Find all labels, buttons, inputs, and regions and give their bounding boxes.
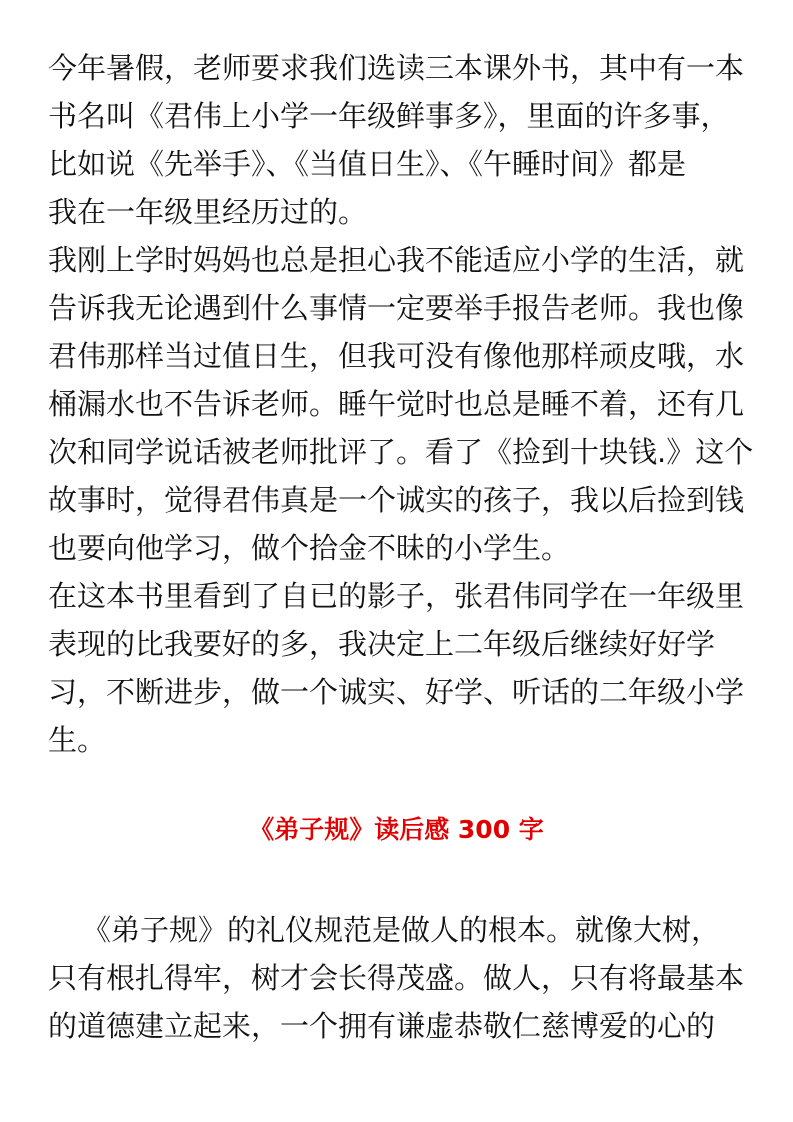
text-line: 我在一年级里经历过的。 (48, 195, 368, 229)
text-line: 次和同学说话被老师批评了。看了《捡到十块钱.》这个 (48, 435, 754, 469)
text-line: 只有根扎得牢，树才会长得茂盛。做人，只有将最基本 (48, 961, 745, 995)
text-line: 君伟那样当过值日生，但我可没有像他那样顽皮哦，水 (48, 339, 745, 373)
text-line: 生。 (48, 723, 107, 757)
text-line: 今年暑假，老师要求我们选读三本课外书，其中有一本 (48, 51, 745, 85)
text-line: 《弟子规》的礼仪规范是做人的根本。就像大树， (82, 913, 721, 947)
text-line: 也要向他学习，做个拾金不昧的小学生。 (48, 531, 571, 565)
text-line: 习，不断进步，做一个诚实、好学、听话的二年级小学 (48, 675, 745, 709)
text-line: 比如说《先举手》、《当值日生》、《午睡时间》都是 (48, 147, 687, 181)
text-line: 书名叫《君伟上小学一年级鲜事多》，里面的许多事， (48, 99, 730, 133)
text-line: 表现的比我要好的多，我决定上二年级后继续好好学 (48, 627, 716, 661)
text-line: 桶漏水也不告诉老师。睡午觉时也总是睡不着，还有几 (48, 387, 745, 421)
text-line: 告诉我无论遇到什么事情一定要举手报告老师。我也像 (48, 291, 745, 325)
text-line: 我刚上学时妈妈也总是担心我不能适应小学的生活，就 (48, 243, 745, 277)
section-heading: 《弟子规》读后感 300 字 (249, 815, 544, 844)
text-line: 的道德建立起来，一个拥有谦虚恭敬仁慈博爱的心的 (48, 1009, 716, 1043)
text-line: 故事时，觉得君伟真是一个诚实的孩子，我以后捡到钱 (48, 483, 745, 517)
text-line: 在这本书里看到了自已的影子，张君伟同学在一年级里 (48, 579, 745, 613)
